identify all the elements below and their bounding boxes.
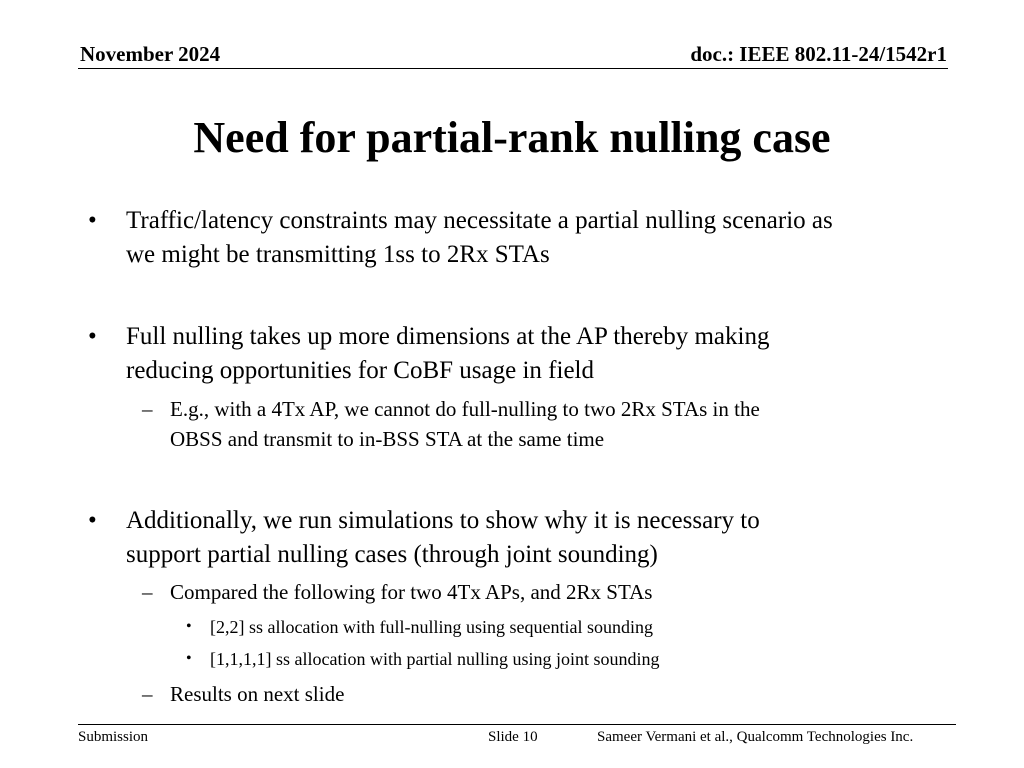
sub-sub-bullet-marker: •: [186, 650, 192, 667]
slide-title: Need for partial-rank nulling case: [193, 113, 831, 162]
bullet-3-sub-2: Results on next slide: [170, 682, 345, 706]
bullet-3-sub-1-item-2: [1,1,1,1] ss allocation with partial nulling using joint sounding: [210, 649, 660, 669]
sub-bullet-dash: –: [142, 397, 153, 421]
header-date: November 2024: [80, 42, 221, 66]
bullet-marker: •: [88, 207, 97, 234]
footer-divider: [78, 724, 956, 725]
bullet-3-line-2: support partial nulling cases (through joint sounding): [126, 541, 658, 568]
bullet-3-line-1: Additionally, we run simulations to show why it is necessary to: [126, 507, 760, 534]
sub-sub-bullet-marker: •: [186, 618, 192, 635]
header-doc-id: doc.: IEEE 802.11-24/1542r1: [690, 42, 947, 66]
bullet-2-sub-1-line-2: OBSS and transmit to in-BSS STA at the same time: [170, 427, 605, 451]
bullet-2-line-1: Full nulling takes up more dimensions at the AP thereby making: [126, 323, 770, 350]
bullet-1-line-2: we might be transmitting 1ss to 2Rx STAs: [126, 241, 550, 268]
sub-bullet-dash: –: [142, 580, 153, 604]
footer-slide-number: Slide 10: [488, 729, 538, 745]
bullet-2-sub-1-line-1: E.g., with a 4Tx AP, we cannot do full-nulling to two 2Rx STAs in the: [170, 397, 760, 421]
bullet-marker: •: [88, 323, 97, 350]
bullet-2-line-2: reducing opportunities for CoBF usage in field: [126, 357, 594, 384]
sub-bullet-dash: –: [142, 682, 153, 706]
bullet-marker: •: [88, 507, 97, 534]
bullet-3-sub-1-item-1: [2,2] ss allocation with full-nulling using sequential sounding: [210, 617, 653, 637]
bullet-3-sub-1: Compared the following for two 4Tx APs, and 2Rx STAs: [170, 580, 653, 604]
footer-authors: Sameer Vermani et al., Qualcomm Technologies Inc.: [597, 729, 914, 745]
bullet-1-line-1: Traffic/latency constraints may necessitate a partial nulling scenario as: [126, 207, 833, 234]
footer-submission: Submission: [78, 729, 149, 745]
